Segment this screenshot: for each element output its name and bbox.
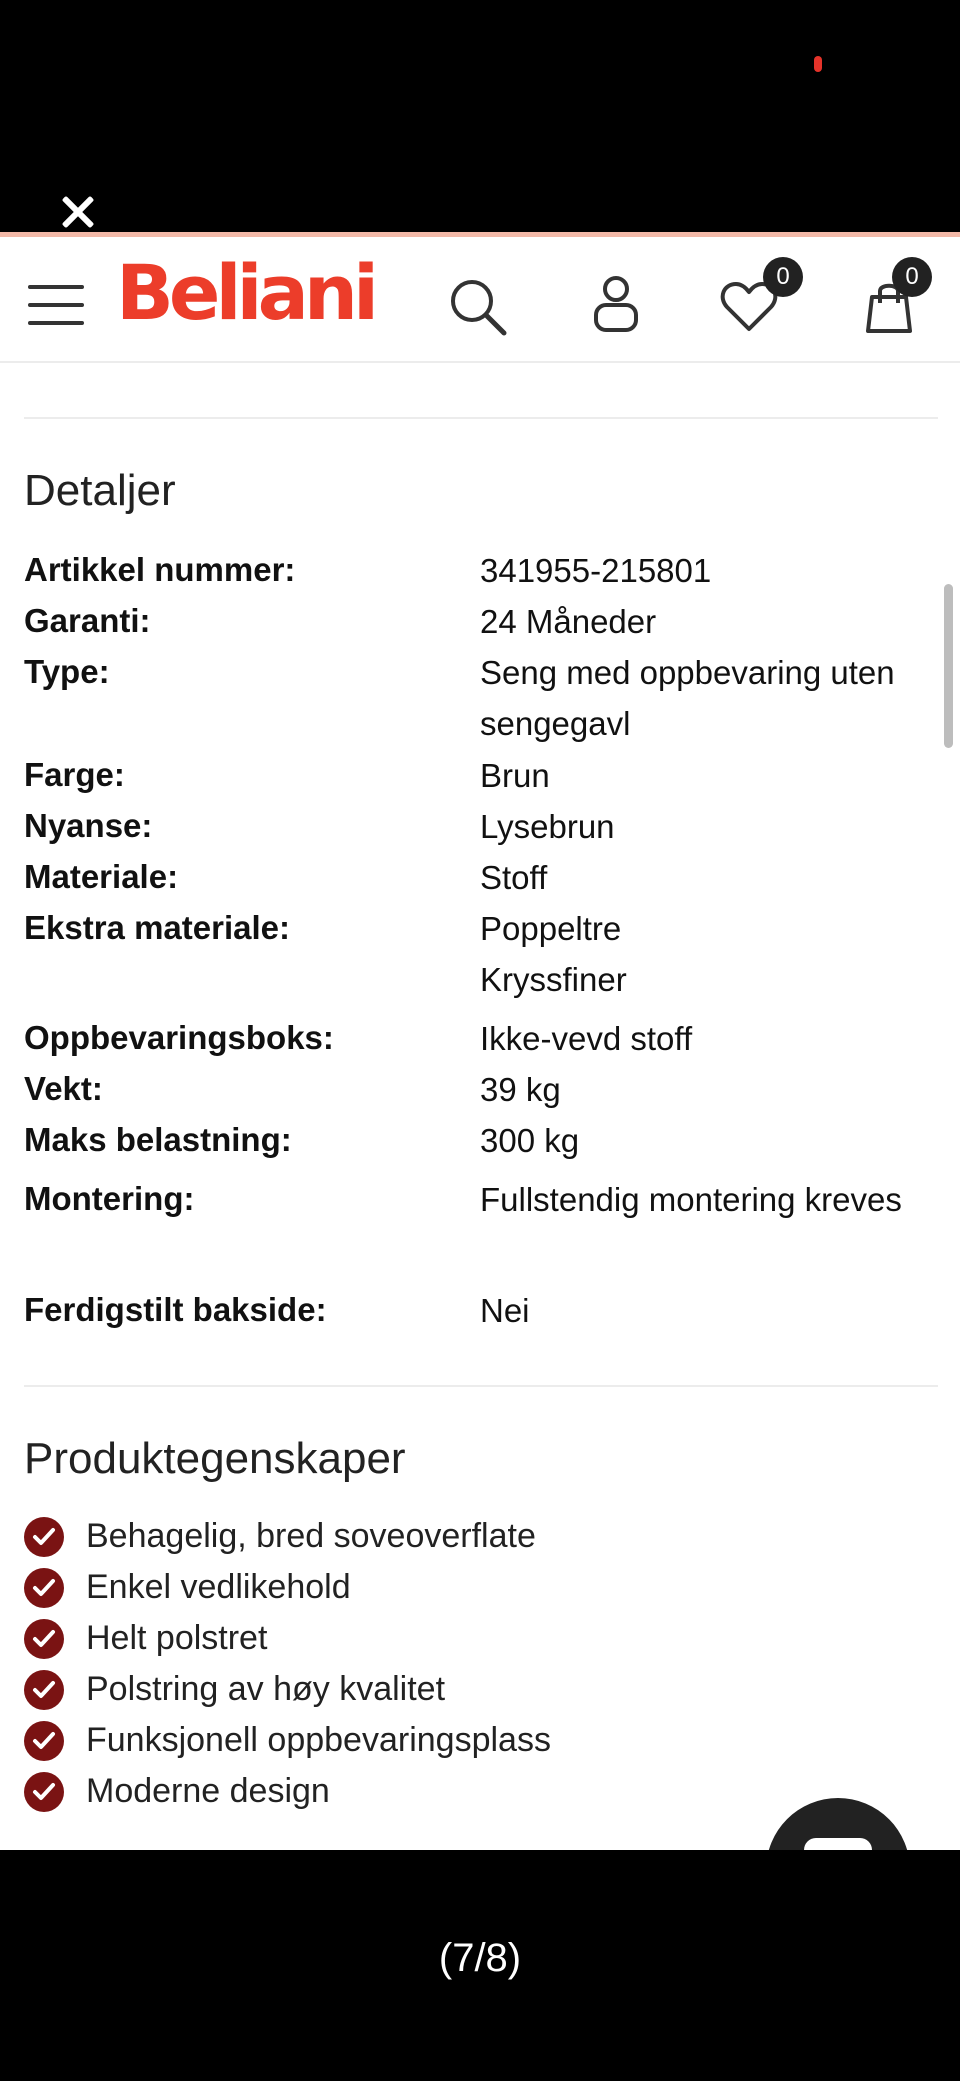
spec-value-color: Brun — [480, 757, 550, 794]
wishlist-count-badge: 0 — [763, 257, 803, 297]
feature-item — [24, 1562, 351, 1613]
spec-value-article-number: 341955-215801 — [480, 552, 712, 589]
spec-value-weight: 39 kg — [480, 1071, 561, 1108]
image-counter: (7/8) — [438, 1936, 522, 1980]
search-icon[interactable] — [448, 277, 508, 337]
section-divider — [24, 417, 938, 419]
user-icon[interactable] — [592, 275, 640, 333]
check-icon — [24, 1517, 64, 1557]
check-icon — [24, 1568, 64, 1608]
section-divider — [24, 1385, 938, 1387]
spec-value-max-load: 300 kg — [480, 1122, 580, 1159]
feature-item — [24, 1511, 536, 1562]
spec-value-finished-back: Nei — [480, 1292, 530, 1329]
check-icon — [24, 1721, 64, 1761]
spec-label-color: Farge: — [24, 756, 125, 793]
screenshot-page — [0, 232, 960, 1850]
spec-label-type: Type: — [24, 653, 110, 690]
cart-count-badge: 0 — [892, 257, 932, 297]
details-title: Detaljer — [24, 466, 176, 515]
check-icon — [24, 1619, 64, 1659]
chat-bubble-icon[interactable] — [766, 1798, 910, 1850]
feature-text: Funksjonell oppbevaringsplass — [86, 1721, 551, 1759]
feature-text: Enkel vedlikehold — [86, 1568, 351, 1606]
viewer-top-bar — [0, 0, 960, 232]
close-icon[interactable] — [56, 190, 100, 234]
spec-label-assembly: Montering: — [24, 1180, 195, 1217]
spec-label-material: Materiale: — [24, 858, 179, 895]
feature-item — [24, 1613, 267, 1664]
spec-label-finished-back: Ferdigstilt bakside: — [24, 1291, 327, 1328]
spec-label-storage-box: Oppbevaringsboks: — [24, 1019, 334, 1056]
feature-item — [24, 1766, 330, 1817]
spec-label-max-load: Maks belastning: — [24, 1121, 292, 1158]
spec-label-article-number: Artikkel nummer: — [24, 551, 296, 588]
spec-label-extra-material: Ekstra materiale: — [24, 909, 290, 946]
feature-text: Moderne design — [86, 1772, 330, 1810]
feature-text: Helt polstret — [86, 1619, 268, 1657]
spec-value-extra-material-1: Poppeltre — [480, 910, 622, 947]
menu-icon[interactable] — [28, 285, 84, 325]
check-icon — [24, 1772, 64, 1812]
spec-label-shade: Nyanse: — [24, 807, 153, 844]
spec-value-warranty: 24 Måneder — [480, 603, 657, 640]
spec-value-type: Seng med oppbevaring uten sengegavl — [480, 654, 895, 742]
recording-indicator — [814, 56, 822, 72]
feature-item — [24, 1664, 445, 1715]
page-scrollbar[interactable] — [944, 584, 953, 748]
spec-label-warranty: Garanti: — [24, 602, 151, 639]
beliani-logo[interactable]: Beliani — [116, 248, 375, 337]
features-title: Produktegenskaper — [24, 1434, 406, 1483]
feature-text: Behagelig, bred soveoverflate — [86, 1517, 536, 1555]
site-header — [0, 237, 960, 363]
feature-item — [24, 1715, 551, 1766]
check-icon — [24, 1670, 64, 1710]
spec-value-shade: Lysebrun — [480, 808, 615, 845]
spec-label-weight: Vekt: — [24, 1070, 103, 1107]
spec-value-storage-box: Ikke-vevd stoff — [480, 1020, 693, 1057]
spec-value-extra-material-2: Kryssfiner — [480, 961, 627, 998]
spec-value-assembly: Fullstendig montering kreves — [480, 1181, 902, 1218]
spec-value-material: Stoff — [480, 859, 548, 896]
feature-text: Polstring av høy kvalitet — [86, 1670, 446, 1708]
